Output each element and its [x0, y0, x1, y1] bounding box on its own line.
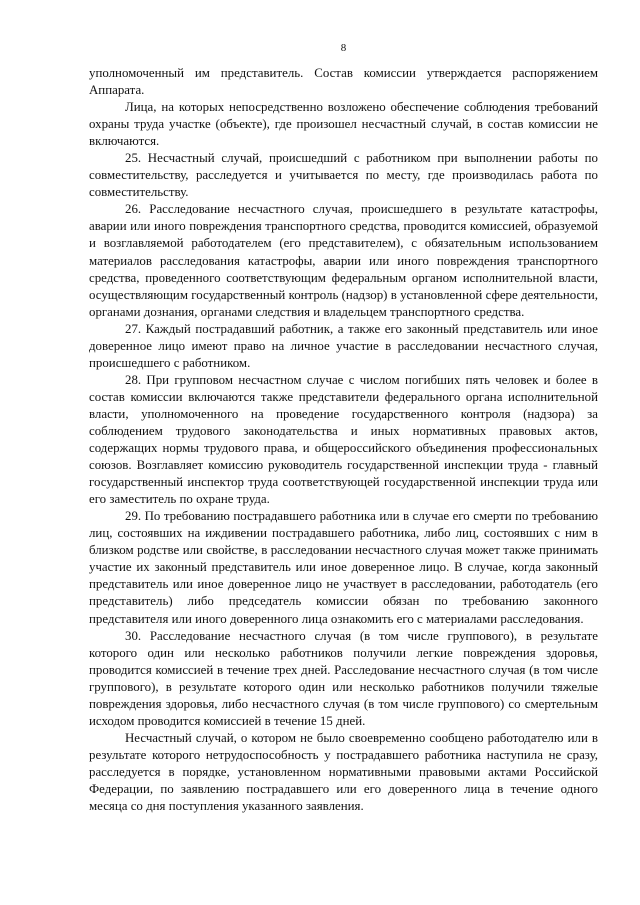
paragraph-25: 25. Несчастный случай, происшедший с работником при выполнении работы по совместительству, расследуется и учитывается по месту, где производилась работа по совместительству. [89, 151, 598, 200]
paragraph-26: 26. Расследование несчастного случая, происшедшего в результате катастрофы, аварии или иного повреждения транспортного средства, проводится комиссией, образуемой и возглавляемой работодателем (его представителем), с обязательным использованием материалов расследования катастрофы, аварии или иного повреждения транспортного средства, проведенного соответствующим федеральным органом исполнительной власти, осуществляющим государственный контроль (надзор) в установленной сфере деятельности, органами дознания, органами следствия и владельцем транспортного средства. [89, 202, 598, 319]
page-number: 8 [340, 42, 347, 54]
paragraph-28: 28. При групповом несчастном случае с числом погибших пять человек и более в состав комиссии включаются также представители федерального органа исполнительной власти, уполномоченного на проведение государственного контроля (надзора) за соблюдением трудового законодательства и иных нормативных правовых актов, содержащих нормы трудового права, и общероссийского объединения профессиональных союзов. Возглавляет комиссию руководитель государственной инспекции труда - главный государственный инспектор труда соответствующей государственной инспекции труда или его заместитель по охране труда. [89, 372, 598, 507]
paragraph-commission-exclusion: Лица, на которых непосредственно возложено обеспечение соблюдения требований охраны труда участке (объекте), где произошел несчастный случай, в состав комиссии не включаются. [89, 100, 598, 149]
paragraph-27: 27. Каждый пострадавший работник, а также его законный представитель или иное доверенное лицо имеют право на личное участие в расследовании несчастного случая, происшедшего с работником. [89, 321, 598, 370]
paragraph-30: 30. Расследование несчастного случая (в том числе группового), в результате которого один или несколько работников получили легкие повреждения здоровья, проводится комиссией в течение трех дней. Расследование несчастного случая (в том числе группового), в результате которого один или несколько работников получили тяжелые повреждения здоровья, либо несчастного случая (в том числе группового) со смертельным исходом проводится комиссией в течение 15 дней. [89, 628, 598, 728]
paragraph-continuation: уполномоченный им представитель. Состав комиссии утверждается распоряжением Аппарата. [89, 66, 598, 98]
paragraph-29: 29. По требованию пострадавшего работника или в случае его смерти по требованию лиц, состоявших на иждивении пострадавшего работника, либо лиц, состоявших с ним в близком родстве или свойстве, в расследовании несчастного случая может также принимать участие их законный представитель или иное доверенное лицо. В случае, когда законный представитель или иное доверенное лицо не участвует в расследовании, работодатель (его представитель) либо председатель комиссии обязан по требованию законного представителя или иного доверенного лица ознакомить его с материалами расследования. [89, 509, 598, 626]
paragraph-late-report: Несчастный случай, о котором не было своевременно сообщено работодателю или в результате которого нетрудоспособность у пострадавшего работника наступила не сразу, расследуется в порядке, установленном нормативными правовыми актами Российской Федерации, по заявлению пострадавшего или его доверенного лица в течение одного месяца со дня поступления указанного заявления. [89, 730, 598, 814]
